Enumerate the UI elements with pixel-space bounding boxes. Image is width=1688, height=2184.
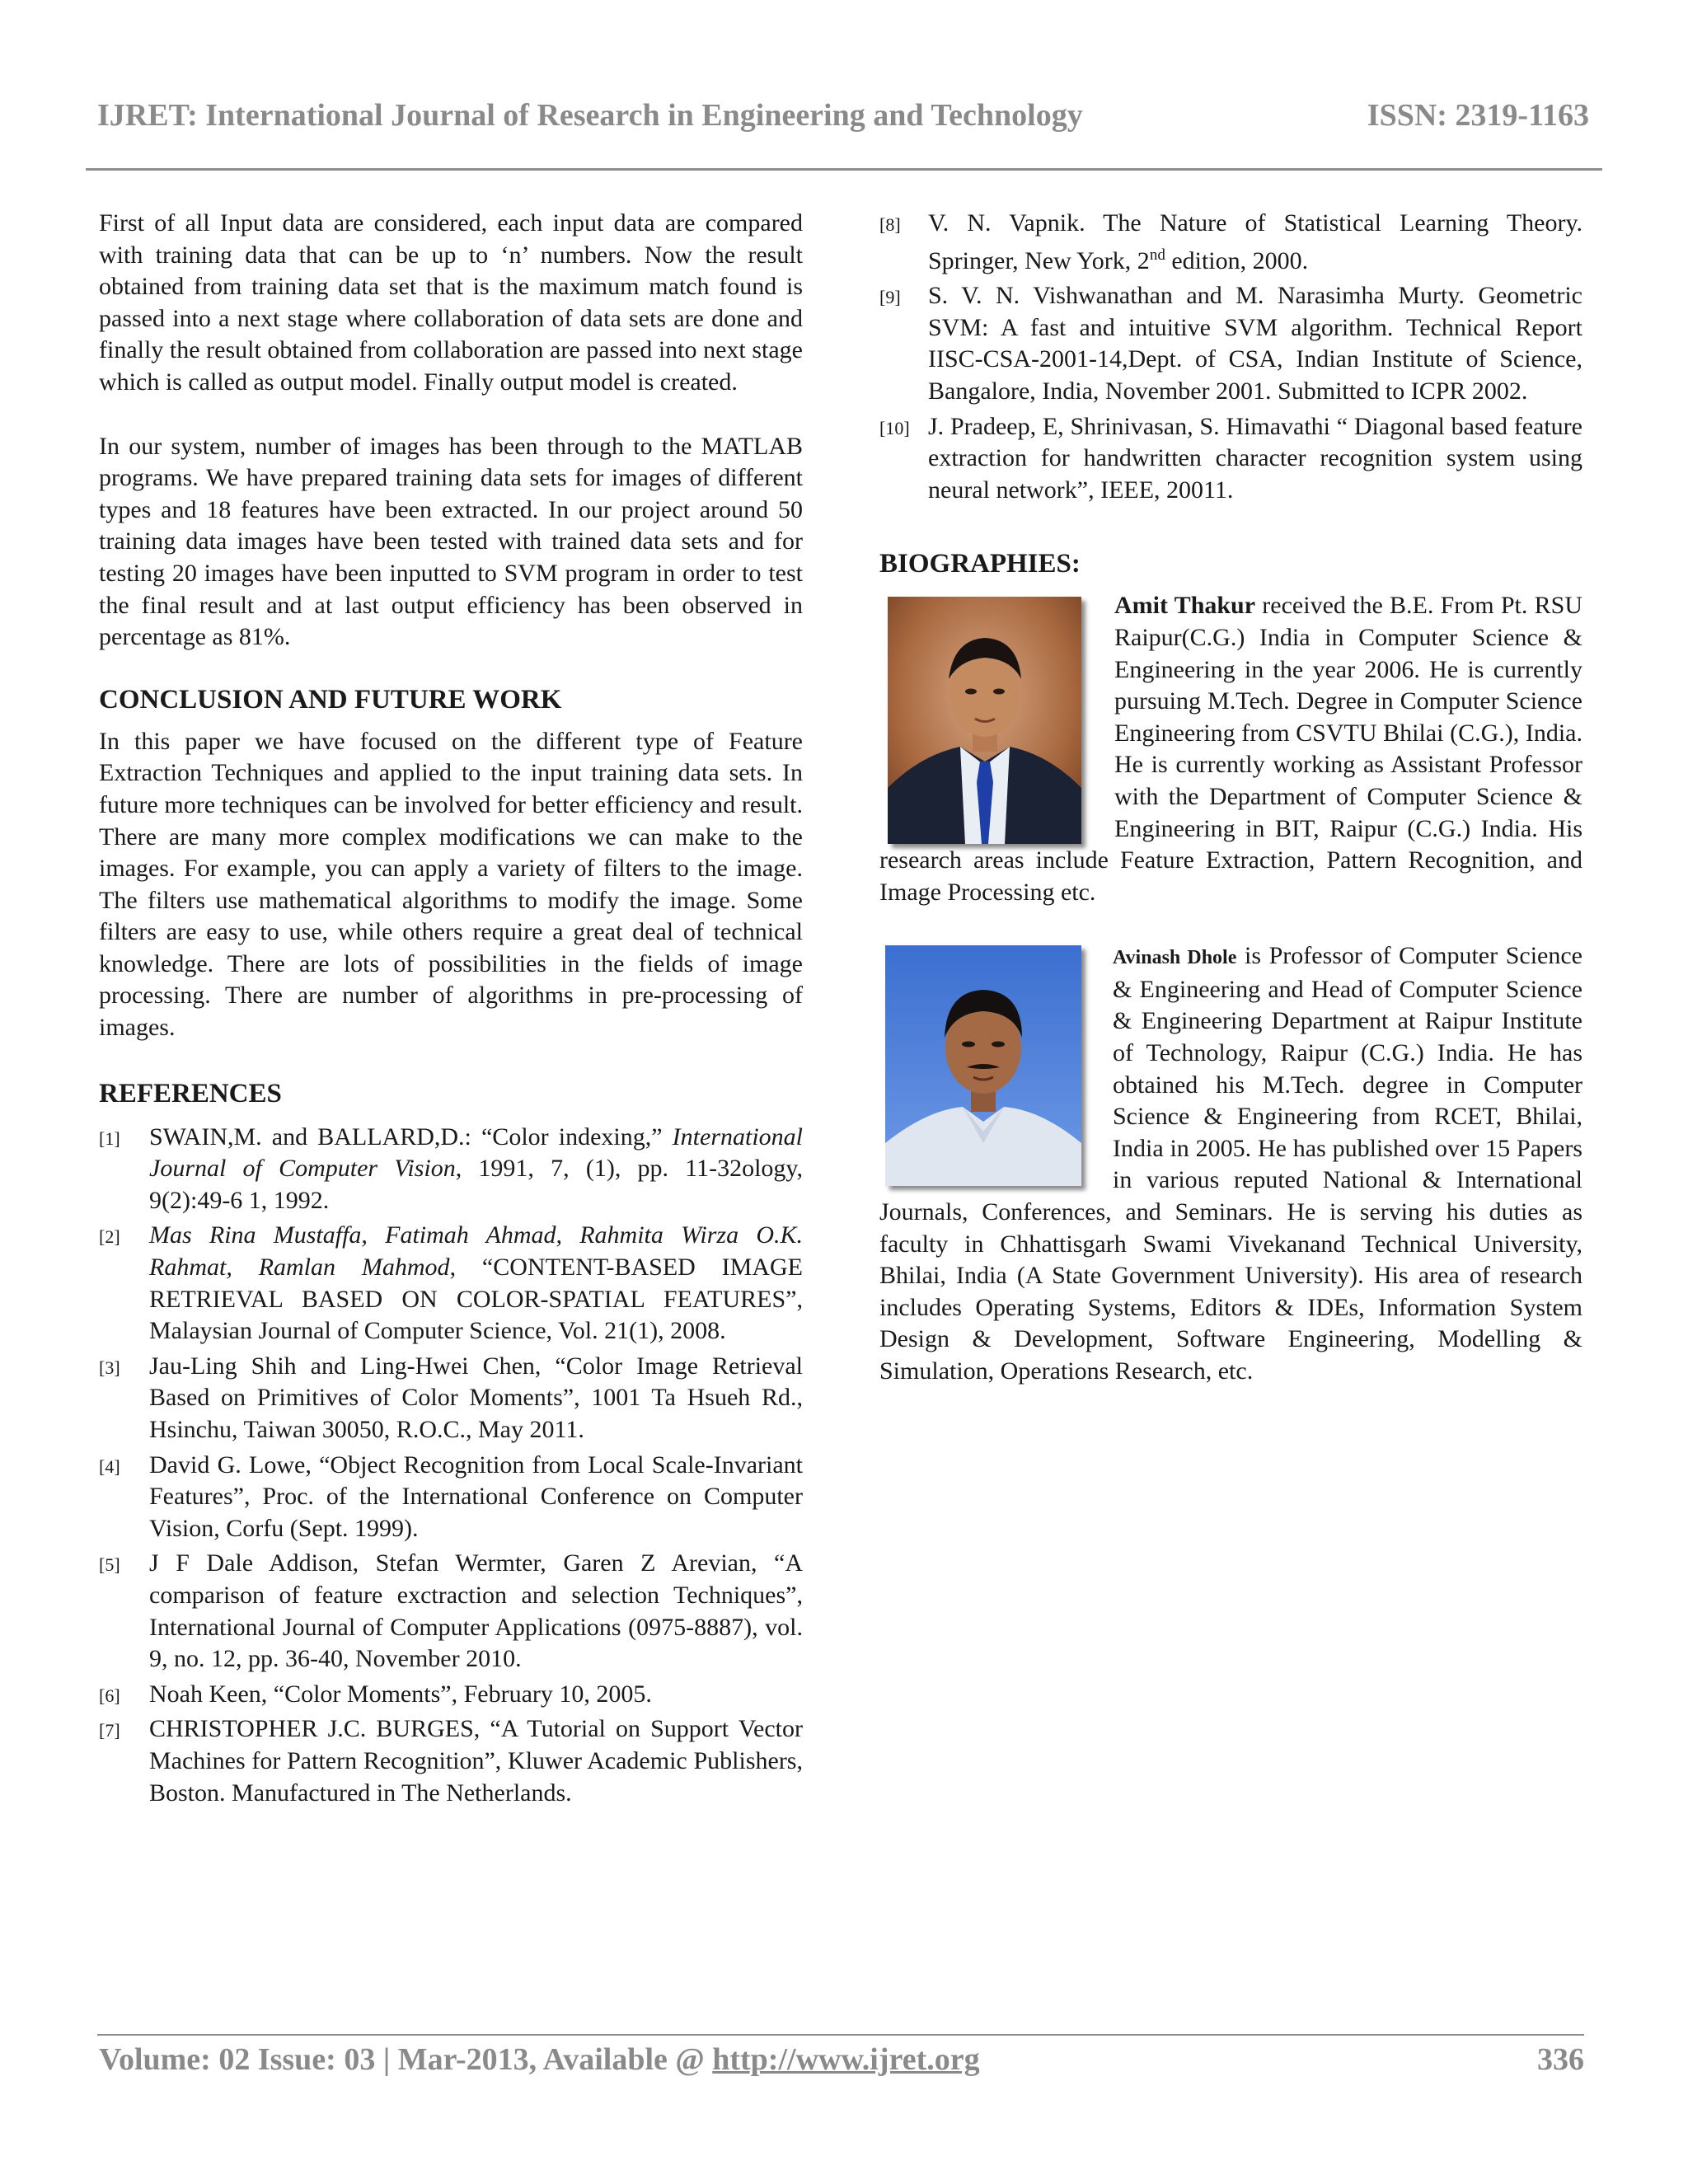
reference-number: [8] — [879, 214, 901, 235]
reference-item: [3] Jau-Ling Shih and Ling-Hwei Chen, “Color Image Retrieval Based on Primitives of Color Moments”, 1001 Ta Hsueh Rd., Hsinchu, Taiwan 30050, R.O.C., May 2011. — [99, 1352, 803, 1443]
reference-item: [5] J F Dale Addison, Stefan Wermter, Garen Z Arevian, “A comparison of feature exctraction and selection Techniques”, International Journal of Computer Applications (0975-8887), vol. 9, no. 12, pp. 36-40, November 2010. — [99, 1549, 803, 1673]
journal-title: IJRET: International Journal of Research in Engineering and Technology — [97, 98, 1083, 133]
running-footer — [99, 2041, 1584, 2083]
reference-item: [6] Noah Keen, “Color Moments”, February 10, 2005. — [99, 1679, 803, 1711]
reference-item: [4] David G. Lowe, “Object Recognition from Local Scale-Invariant Features”, Proc. of the International Conference on Computer Vision, Corfu (Sept. 1999). — [99, 1451, 803, 1542]
reference-number: [1] — [99, 1127, 120, 1149]
footer-divider — [97, 2034, 1584, 2036]
reference-list-continued — [879, 208, 1582, 506]
issn: ISSN: 2319-1163 — [1367, 98, 1589, 133]
author-photo-image — [888, 597, 1081, 844]
body-paragraph-1: First of all Input data are considered, each input data are compared with training data that can be up to ‘n’ numbers. Now the result obtained from training data set that is the maximum match found is passed into a next stage where collaboration of data sets are done and finally the result obtained from collaboration are passed into next stage which is called as output model. Finally output model is created. — [99, 209, 803, 396]
reference-number: [4] — [99, 1455, 120, 1477]
biography-avinash-dhole — [879, 940, 1582, 1387]
reference-item: [2] Mas Rina Mustaffa, Fatimah Ahmad, Rahmita Wirza O.K. Rahmat, Ramlan Mahmod, “CONTENT-BASED IMAGE RETRIEVAL BASED ON COLOR-SPATIAL FEATURES”, Malaysian Journal of Computer Science, Vol. 21(1), 2008. — [99, 1221, 804, 1345]
biographies-heading: BIOGRAPHIES: — [879, 549, 1081, 579]
reference-number: [10] — [879, 417, 910, 438]
biography-amit-thakur — [879, 590, 1582, 908]
page-number: 336 — [1537, 2042, 1584, 2077]
reference-number: [2] — [99, 1226, 120, 1248]
reference-list — [99, 1122, 803, 1809]
biography-text: Amit Thakur received the B.E. From Pt. RSU Raipur(C.G.) India in Computer Science & Engineering in the year 2006. He is currently pursuing M.Tech. Degree in Computer Science Engineering from CSVTU Bhilai (C.G.), India. He is currently working as Assistant Professor with the Department of Computer Science & Engineering in BIT, Raipur (C.G.) India. His research areas include Feature Extraction, Pattern Recognition, and Image Processing etc. — [879, 592, 1582, 906]
reference-item: [7] CHRISTOPHER J.C. BURGES, “A Tutorial on Support Vector Machines for Pattern Recognition”, Kluwer Academic Publishers, Boston. Manufactured in The Netherlands. — [99, 1715, 803, 1807]
conclusion-paragraph: In this paper we have focused on the different type of Feature Extraction Techniques and applied to the input training data sets. In future more techniques can be involved for better efficiency and result. There are many more complex modifications we can make to the images. For example, you can apply a variety of filters to the image. The filters use mathematical algorithms to modify the image. Some filters are easy to use, while others require a great deal of technical knowledge. There are lots of possibilities in the fields of image processing. There are number of algorithms in pre-processing of images. — [99, 727, 803, 1042]
reference-item: [1] SWAIN,M. and BALLARD,D.: “Color indexing,” International Journal of Computer Vision, 1991, 7, (1), pp. 11-32ology, 9(2):49-6 1, 1992. — [99, 1122, 803, 1214]
reference-item: [9] S. V. N. Vishwanathan and M. Narasimha Murty. Geometric SVM: A fast and intuitive SVM algorithm. Technical Report IISC-CSA-2001-14,Dept. of CSA, Indian Institute of Science, Bangalore, India, November 2001. Submitted to ICPR 2002. — [879, 282, 1582, 405]
footer-volume-info: Volume: 02 Issue: 03 | Mar-2013, Available @ http://www.ijret.org — [99, 2042, 980, 2077]
header-divider — [86, 168, 1602, 171]
author-name: Avinash Dhole — [1113, 947, 1237, 969]
author-photo — [885, 945, 1081, 1186]
reference-number: [3] — [99, 1357, 120, 1378]
references-heading: REFERENCES — [99, 1078, 282, 1108]
right-column — [879, 208, 1582, 1388]
reference-item: [10] J. Pradeep, E, Shrinivasan, S. Himavathi “ Diagonal based feature extraction for handwritten character recognition system using neural network”, IEEE, 20011. — [879, 412, 1582, 504]
reference-number: [9] — [879, 287, 901, 308]
left-column — [99, 208, 803, 1809]
author-photo-image — [885, 945, 1081, 1186]
running-header — [97, 97, 1589, 138]
body-paragraph-2: In our system, number of images has been through to the MATLAB programs. We have prepared training data sets for images of different types and 18 features have been extracted. In our project around 50 training data images have been tested with trained data sets and for testing 20 images have been inputted to SVM program in order to test the final result and at last output efficiency has been observed in percentage as 81%. — [99, 432, 803, 651]
biography-text: Avinash Dhole is Professor of Computer Science & Engineering and Head of Computer Science & Engineering Department at Raipur Institute of Technology, Raipur (C.G.) India. He has obtained his M.Tech. degree in Computer Science & Engineering from RCET, Bhilai, India in 2005. He has published over 15 Papers in various reputed National & International Journals, Conferences, and Seminars. He is serving his duties as faculty in Chhattisgarh Swami Vivekanand Technical University, Bhilai, India (A State Government University). His area of research includes Operating Systems, Editors & IDEs, Information System Design & Development, Software Engineering, Modelling & Simulation, Operations Research, etc. — [879, 942, 1582, 1385]
author-photo — [888, 597, 1081, 844]
conclusion-heading: CONCLUSION AND FUTURE WORK — [99, 684, 562, 715]
author-name: Amit Thakur — [1114, 592, 1256, 620]
journal-website-link[interactable]: http://www.ijret.org — [712, 2042, 980, 2077]
reference-number: [7] — [99, 1720, 120, 1741]
reference-item: [8] V. N. Vapnik. The Nature of Statistical Learning Theory. Springer, New York, 2nd edition, 2000. — [879, 209, 1582, 274]
reference-number: [6] — [99, 1685, 120, 1706]
reference-number: [5] — [99, 1554, 120, 1576]
